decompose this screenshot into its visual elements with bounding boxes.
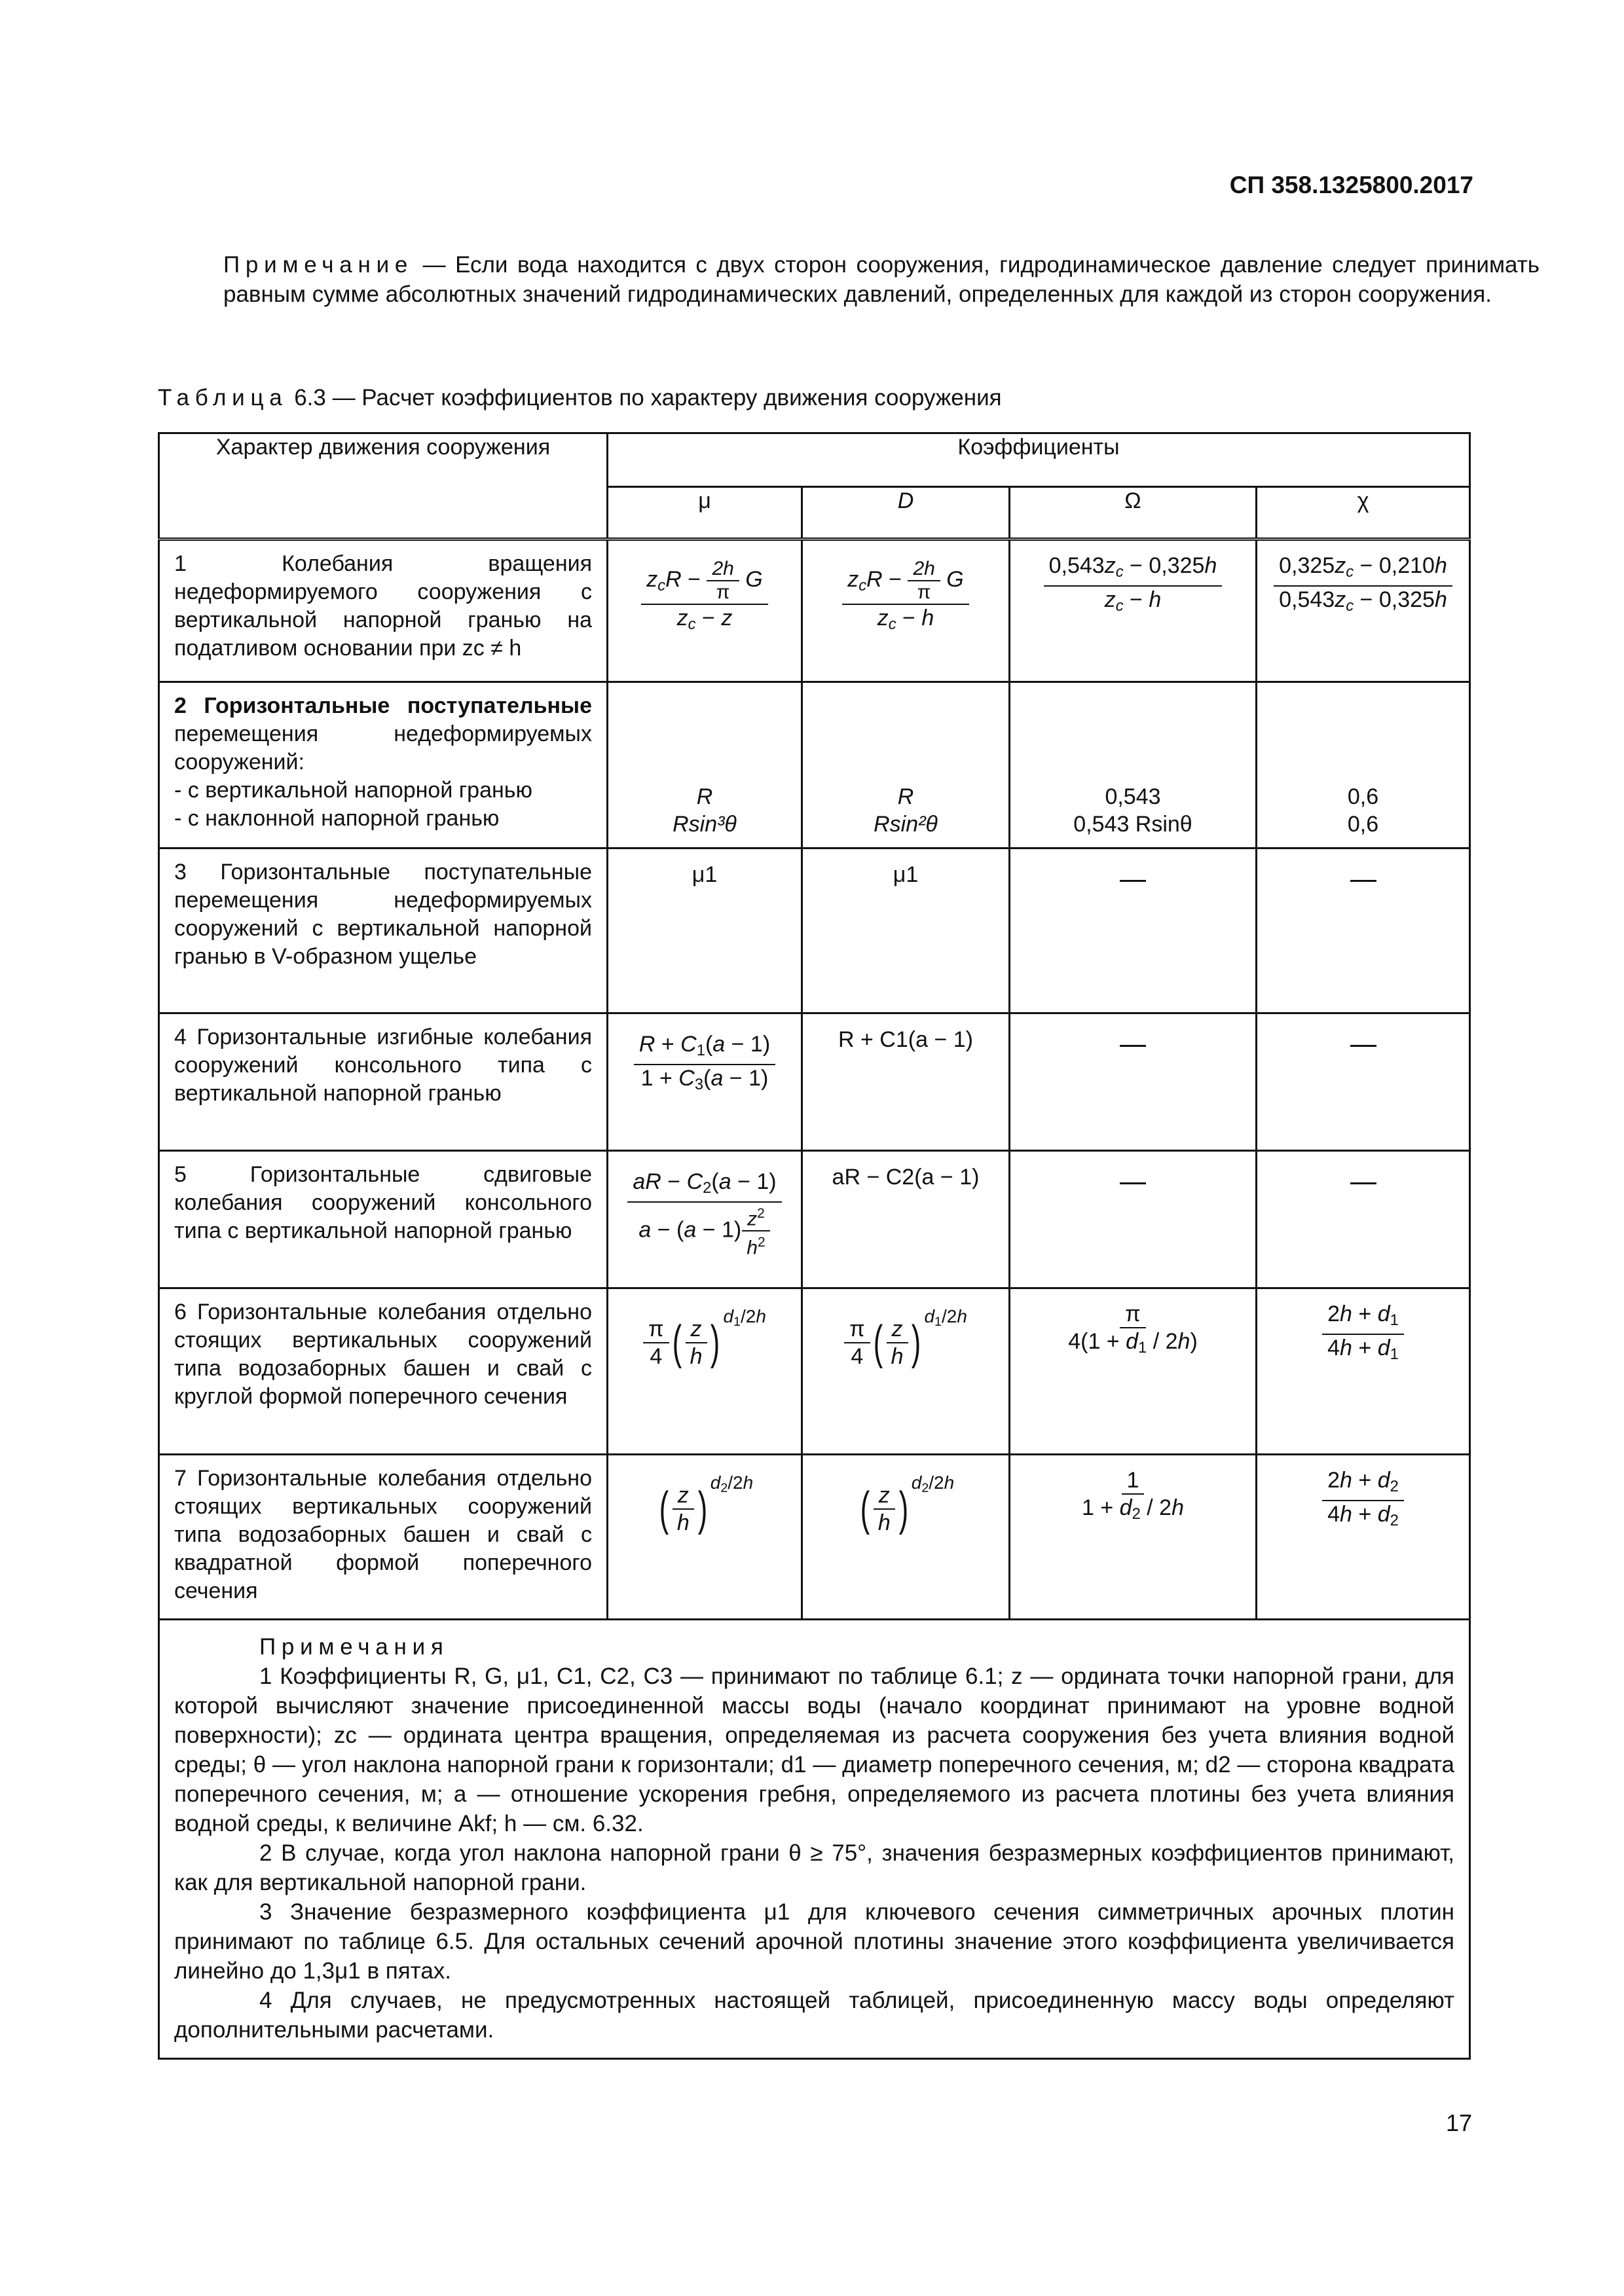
header-character: Характер движения сооружения — [159, 433, 608, 539]
row6-omega — [1010, 1288, 1257, 1455]
row7-omega — [1010, 1455, 1257, 1620]
formula: $\frac{1}{1 + d_2 / 2h}$ — [1081, 1468, 1184, 1523]
note-1: 1 Коэффициенты R, G, μ1, C1, C2, C3 — принимают по таблице 6.1; z — ордината точки напорной грани, для которой вычисляют значение присоединенной массы воды (начало координат принимают на уровне водной поверхности); zc — ордината центра вращения, определяемая из расчета сооружения без учета влияния водной среды; θ — угол наклона напорной грани к горизонтали; d1 — диаметр поперечного сечения, м; d2 — сторона квадрата поперечного сечения, м; a — отношение ускорения гребня, определяемого из расчета плотины без учета влияния водной среды, к величине Akf; h — см. 6.32. — [174, 1664, 1454, 1836]
page-number: 17 — [1445, 2109, 1472, 2136]
table-row — [159, 1455, 1470, 1620]
formula: $\frac{\pi}{4}$ — [844, 1316, 870, 1370]
note-4: 4 Для случаев, не предусмотренных настоящей таблицей, присоединенную массу воды определяют дополнительными расчетами. — [174, 1988, 1454, 2043]
formula: $z_cR$ − $\frac{2h}{\pi}$ G $z_c - h$ — [842, 558, 969, 638]
formula: $\frac{z}{h}$ — [685, 1316, 708, 1370]
row3-label: 3 Горизонтальные поступательные перемещения недеформируемых сооружений с вертикальной напорной гранью в V-образном ущелье — [159, 848, 608, 1013]
row2-label-bold: 2 Горизонтальные поступательные — [174, 693, 592, 718]
row4-d: R + C1(a − 1) — [802, 1013, 1010, 1151]
row5-chi — [1257, 1151, 1470, 1288]
row5-label: 5 Горизонтальные сдвиговые колебания сооружений консольного типа с вертикальной напорной гранью — [159, 1151, 608, 1288]
document-code: СП 358.1325800.2017 — [1229, 172, 1473, 198]
note-2: 2 В случае, когда угол наклона напорной грани θ ≥ 75°, значения безразмерных коэффициентов принимают, как для вертикальной напорной грани. — [174, 1840, 1454, 1895]
row2-d-2: Rsin²θ — [874, 812, 938, 837]
col-omega: Ω — [1010, 487, 1257, 539]
table-row — [159, 1620, 1470, 2059]
formula: $z_cR$ − $\frac{2h}{\pi}$ G $z_c - z$ — [641, 558, 768, 638]
row2-d-1: R — [897, 784, 914, 809]
header-coefficients: Коэффициенты — [608, 433, 1470, 487]
row2-mu-1: R — [696, 784, 713, 809]
row2-mu — [608, 682, 802, 848]
row5-omega — [1010, 1151, 1257, 1288]
row3-chi — [1257, 848, 1470, 1013]
table-row — [159, 539, 1470, 682]
col-chi: χ — [1257, 487, 1470, 539]
row7-mu: ( $\frac{z}{h}$ )$^{d_2/2h}$ — [608, 1455, 802, 1620]
row4-chi — [1257, 1013, 1470, 1151]
row6-mu: $\frac{\pi}{4}$ ( $\frac{z}{h}$ )$^{d_1/2h}$ — [608, 1288, 802, 1455]
row2-sub2: - с наклонной напорной гранью — [174, 806, 500, 831]
dash-mark — [1120, 1045, 1146, 1047]
col-mu: μ — [608, 487, 802, 539]
caption-label: Таблица — [158, 385, 288, 410]
formula: $\frac{z}{h}$ — [886, 1316, 909, 1370]
row5-mu — [608, 1151, 802, 1288]
coefficients-table — [158, 432, 1471, 2060]
row1-omega — [1010, 539, 1257, 682]
row2-chi — [1257, 682, 1470, 848]
caption-text: 6.3 — Расчет коэффициентов по характеру движения сооружения — [287, 385, 1002, 410]
dash-mark — [1120, 880, 1146, 882]
formula: $\frac{2h + d_1}{4h + d_1}$ — [1322, 1301, 1404, 1368]
dash-mark — [1350, 1045, 1376, 1047]
row2-label — [159, 682, 608, 848]
table-row — [159, 848, 1470, 1013]
row7-chi — [1257, 1455, 1470, 1620]
note-3: 3 Значение безразмерного коэффициента μ1 для ключевого сечения симметричных арочных плотин принимают по таблице 6.5. Для остальных сечений арочной плотины значение этого коэффициента увеличивается линейно до 1,3μ1 в пятах. — [174, 1899, 1454, 1984]
notes-title: Примечания — [259, 1634, 449, 1660]
row4-omega — [1010, 1013, 1257, 1151]
row2-om-2: 0,543 Rsinθ — [1073, 812, 1192, 837]
row1-d — [802, 539, 1010, 682]
formula: $\frac{z}{h}$ — [873, 1482, 896, 1536]
row6-label: 6 Горизонтальные колебания отдельно стоящих вертикальных сооружений типа водозаборных башен и свай с круглой формой поперечного сечения — [159, 1288, 608, 1455]
table-row — [159, 1288, 1470, 1455]
formula: $\frac{R + C_1(a - 1)}{1 + C_3(a - 1)}$ — [634, 1031, 775, 1098]
row3-omega — [1010, 848, 1257, 1013]
row3-mu: μ1 — [608, 848, 802, 1013]
row2-d — [802, 682, 1010, 848]
col-d: D — [802, 487, 1010, 539]
note-text: — Если вода находится с двух сторон сооружения, гидродинамическое давление следует принимать равным сумме абсолютных значений гидродинамических давлений, определенных для каждой из сторон сооружения. — [223, 252, 1540, 307]
notes-cell — [159, 1620, 1470, 2059]
formula: aR − $C_2(a - 1)$ a − (a − 1) $\frac{z^2}{h^2}$ — [627, 1169, 781, 1260]
row6-chi — [1257, 1288, 1470, 1455]
row5-d: aR − C2(a − 1) — [802, 1151, 1010, 1288]
formula: $\frac{z}{h}$ — [672, 1482, 695, 1536]
row2-sub1: - с вертикальной напорной гранью — [174, 778, 532, 803]
dash-mark — [1350, 880, 1376, 882]
formula: $\frac{\pi}{4}$ — [643, 1316, 669, 1370]
table-row — [159, 682, 1470, 848]
row2-label-rest: перемещения недеформируемых сооружений: — [174, 721, 592, 774]
row1-chi — [1257, 539, 1470, 682]
row4-label: 4 Горизонтальные изгибные колебания сооружений консольного типа с вертикальной напорной гранью — [159, 1013, 608, 1151]
note-label: Примечание — [223, 252, 414, 278]
row2-omega — [1010, 682, 1257, 848]
row4-mu — [608, 1013, 802, 1151]
row2-chi-2: 0,6 — [1347, 812, 1379, 837]
table-row — [159, 1151, 1470, 1288]
row7-label: 7 Горизонтальные колебания отдельно стоящих вертикальных сооружений типа водозаборных башен и свай с квадратной формой поперечного сечения — [159, 1455, 608, 1620]
note-top — [158, 250, 1540, 309]
row2-chi-1: 0,6 — [1347, 784, 1379, 809]
row7-d: ( $\frac{z}{h}$ )$^{d_2/2h}$ — [802, 1455, 1010, 1620]
table-row — [159, 1013, 1470, 1151]
row1-label: 1 Колебания вращения недеформируемого сооружения с вертикальной напорной гранью на податливом основании при zc ≠ h — [159, 539, 608, 682]
row2-mu-2: Rsin³θ — [673, 812, 737, 837]
row6-d: $\frac{\pi}{4}$ ( $\frac{z}{h}$ )$^{d_1/2h}$ — [802, 1288, 1010, 1455]
formula: $\frac{0,543z_c - 0,325h}{z_c - h}$ — [1044, 553, 1223, 619]
formula: $\frac{2h + d_2}{4h + d_2}$ — [1322, 1467, 1404, 1534]
row2-om-1: 0,543 — [1105, 784, 1161, 809]
dash-mark — [1120, 1182, 1146, 1184]
formula: $\frac{0,325z_c - 0,210h}{0,543z_c - 0,325h}$ — [1274, 553, 1452, 619]
dash-mark — [1350, 1182, 1376, 1184]
row3-d: μ1 — [802, 848, 1010, 1013]
table-caption — [158, 385, 1002, 411]
row1-mu — [608, 539, 802, 682]
formula: $\frac{\pi}{4(1 + d_1 / 2h)}$ — [1068, 1302, 1198, 1357]
